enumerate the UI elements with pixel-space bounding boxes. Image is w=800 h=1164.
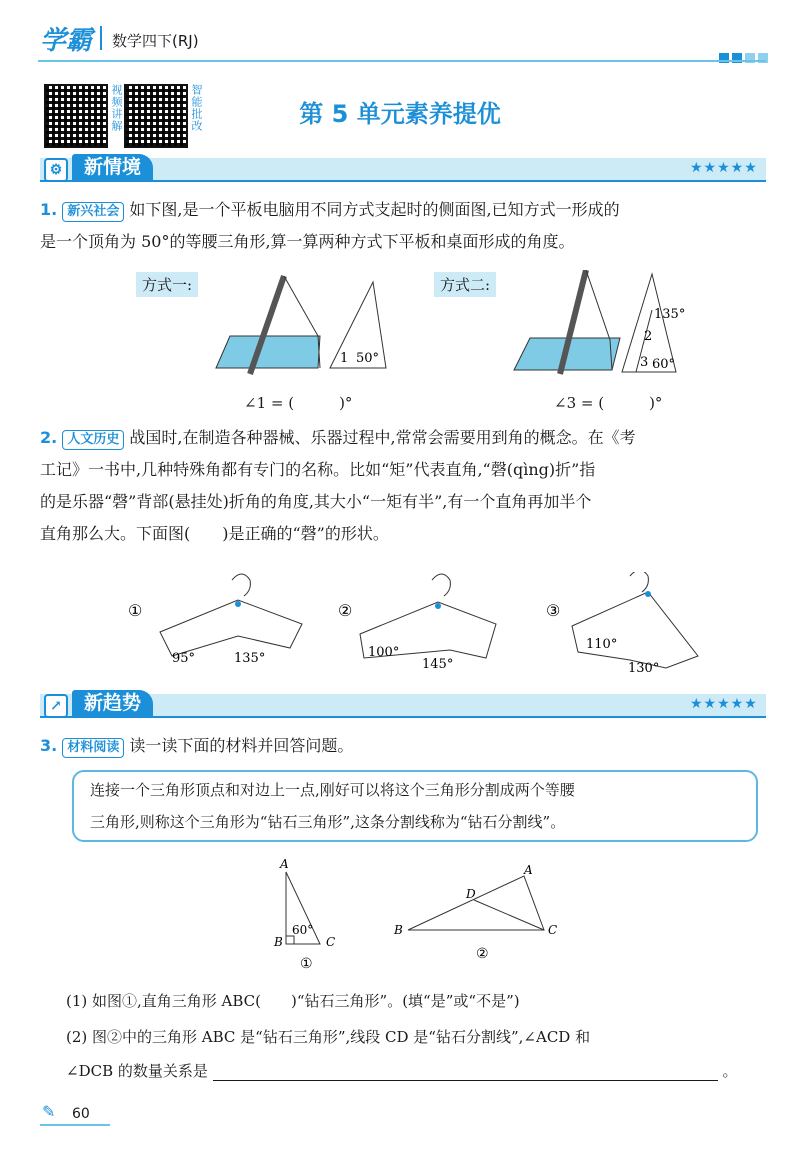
q2-line4: 直角那么大。下面图( )是正确的“磬”的形状。 [40, 524, 389, 543]
hang-point-2 [435, 603, 441, 609]
fig1-C: C [326, 935, 336, 949]
hanging-string-2 [432, 574, 450, 596]
material-line2: 三角形,则称这个三角形为“钻石三角形”,这条分割线称为“钻石分割线”。 [90, 813, 566, 831]
material-text [90, 774, 750, 838]
q2-tag: 人文历史 [62, 430, 124, 450]
fig2-segment-CD [474, 900, 544, 930]
q3-sub2-line2 [66, 1060, 786, 1081]
option2-mark[interactable]: ② [338, 601, 353, 620]
tablet-screen-1 [216, 336, 320, 368]
q1-line1: 如下图,是一个平板电脑用不同方式支起时的侧面图,已知方式一形成的 [129, 200, 620, 219]
chime-3 [572, 592, 698, 668]
chime-1 [160, 600, 302, 656]
angle-60: 60° [652, 357, 676, 372]
q3-number: 3. [40, 736, 58, 755]
q3-answer-blank[interactable] [213, 1062, 718, 1081]
angle1-label: 1 [340, 351, 349, 366]
hanging-string-1 [232, 574, 250, 596]
angle-135: 135° [654, 307, 686, 322]
fig1-angle: 60° [292, 923, 314, 937]
option3-angle-b: 130° [628, 661, 660, 676]
q3-intro-text: 读一读下面的材料并回答问题。 [129, 736, 354, 755]
option1-angle-b: 135° [234, 651, 266, 666]
q2-text [40, 422, 770, 550]
q3-sub2-end: 。 [722, 1062, 738, 1080]
fig2-D: D [466, 887, 476, 901]
hang-point-1 [235, 601, 241, 607]
q1-answer-1[interactable]: ∠1 = ( )° [244, 394, 353, 412]
option1-mark[interactable]: ① [128, 601, 143, 620]
q2-number: 2. [40, 428, 58, 447]
section-title-1: 新情境 [72, 154, 153, 180]
q1-number: 1. [40, 200, 58, 219]
fig1-mark: ① [300, 956, 313, 972]
trend-arrow-icon: ↗ [44, 694, 68, 718]
pencil-icon: ✎ [42, 1102, 56, 1121]
hang-point-3 [645, 591, 651, 597]
q1-way1-label: 方式一: [136, 272, 198, 297]
brand-divider [100, 26, 102, 50]
unit-title: 第 5 单元素养提优 [299, 100, 501, 128]
q1-tag: 新兴社会 [62, 202, 124, 222]
q2-line3: 的是乐器“磬”背部(悬挂处)折角的角度,其大小“一矩有半”,有一个直角再加半个 [40, 492, 592, 511]
q3-tag: 材料阅读 [62, 738, 124, 758]
q3-sub2-line1: (2) 图②中的三角形 ABC 是“钻石三角形”,线段 CD 是“钻石分割线”,∠ACD 和 [66, 1028, 591, 1046]
section-title-2: 新趋势 [72, 690, 153, 716]
option3-mark[interactable]: ③ [546, 601, 561, 620]
angle3-label: 3 [640, 355, 649, 370]
q1-way2-label: 方式二: [434, 272, 496, 297]
q2-line1: 战国时,在制造各种器械、乐器过程中,常常会需要用到角的概念。在《考 [129, 428, 636, 447]
footer-rule [40, 1124, 110, 1126]
q1-figure [200, 270, 800, 380]
q1-answer-2[interactable]: ∠3 = ( )° [554, 394, 663, 412]
header-decor [716, 48, 768, 67]
fig2-B: B [394, 923, 403, 937]
option3-angle-a: 110° [586, 637, 618, 652]
angle2-label: 2 [644, 329, 653, 344]
material-line1: 连接一个三角形顶点和对边上一点,刚好可以将这个三角形分割成两个等腰 [90, 781, 575, 799]
option1-angle-a: 95° [172, 651, 196, 666]
q3-sub2-text: ∠DCB 的数量关系是 [66, 1062, 208, 1080]
hanging-string-3 [630, 572, 648, 592]
brand-logo: 学霸 [40, 26, 93, 56]
fig1-B: B [274, 935, 283, 949]
q3-figure [260, 852, 580, 982]
difficulty-stars-2: ★★★★★ [690, 696, 758, 712]
fig2-triangle [408, 876, 544, 930]
option2-angle-a: 100° [368, 645, 400, 660]
fig2-C: C [548, 923, 558, 937]
fig1-A: A [280, 857, 289, 871]
book-subtitle: 数学四下(RJ) [112, 32, 199, 50]
gear-icon: ⚙ [44, 158, 68, 182]
q3-intro [40, 730, 770, 762]
qr-caption-grading: 智能批改 [190, 84, 203, 132]
q2-figure [120, 572, 760, 682]
header-rule [38, 60, 766, 62]
option2-angle-b: 145° [422, 657, 454, 672]
fig1-right-angle [286, 936, 294, 944]
q1-line2: 是一个顶角为 50°的等腰三角形,算一算两种方式下平板和桌面形成的角度。 [40, 232, 575, 251]
fig2-A: A [524, 863, 533, 877]
q1-text [40, 194, 770, 258]
page-number: 60 [72, 1106, 90, 1122]
q2-line2: 工记》一书中,几种特殊角都有专门的名称。比如“矩”代表直角,“磬(qìng)折”指 [40, 460, 596, 479]
difficulty-stars-1: ★★★★★ [690, 160, 758, 176]
fig2-mark: ② [476, 946, 489, 962]
angle1-value: 50° [356, 351, 380, 366]
q3-sub1[interactable]: (1) 如图①,直角三角形 ABC( )“钻石三角形”。(填“是”或“不是”) [66, 992, 520, 1010]
qr-caption-video: 视频讲解 [110, 84, 123, 132]
